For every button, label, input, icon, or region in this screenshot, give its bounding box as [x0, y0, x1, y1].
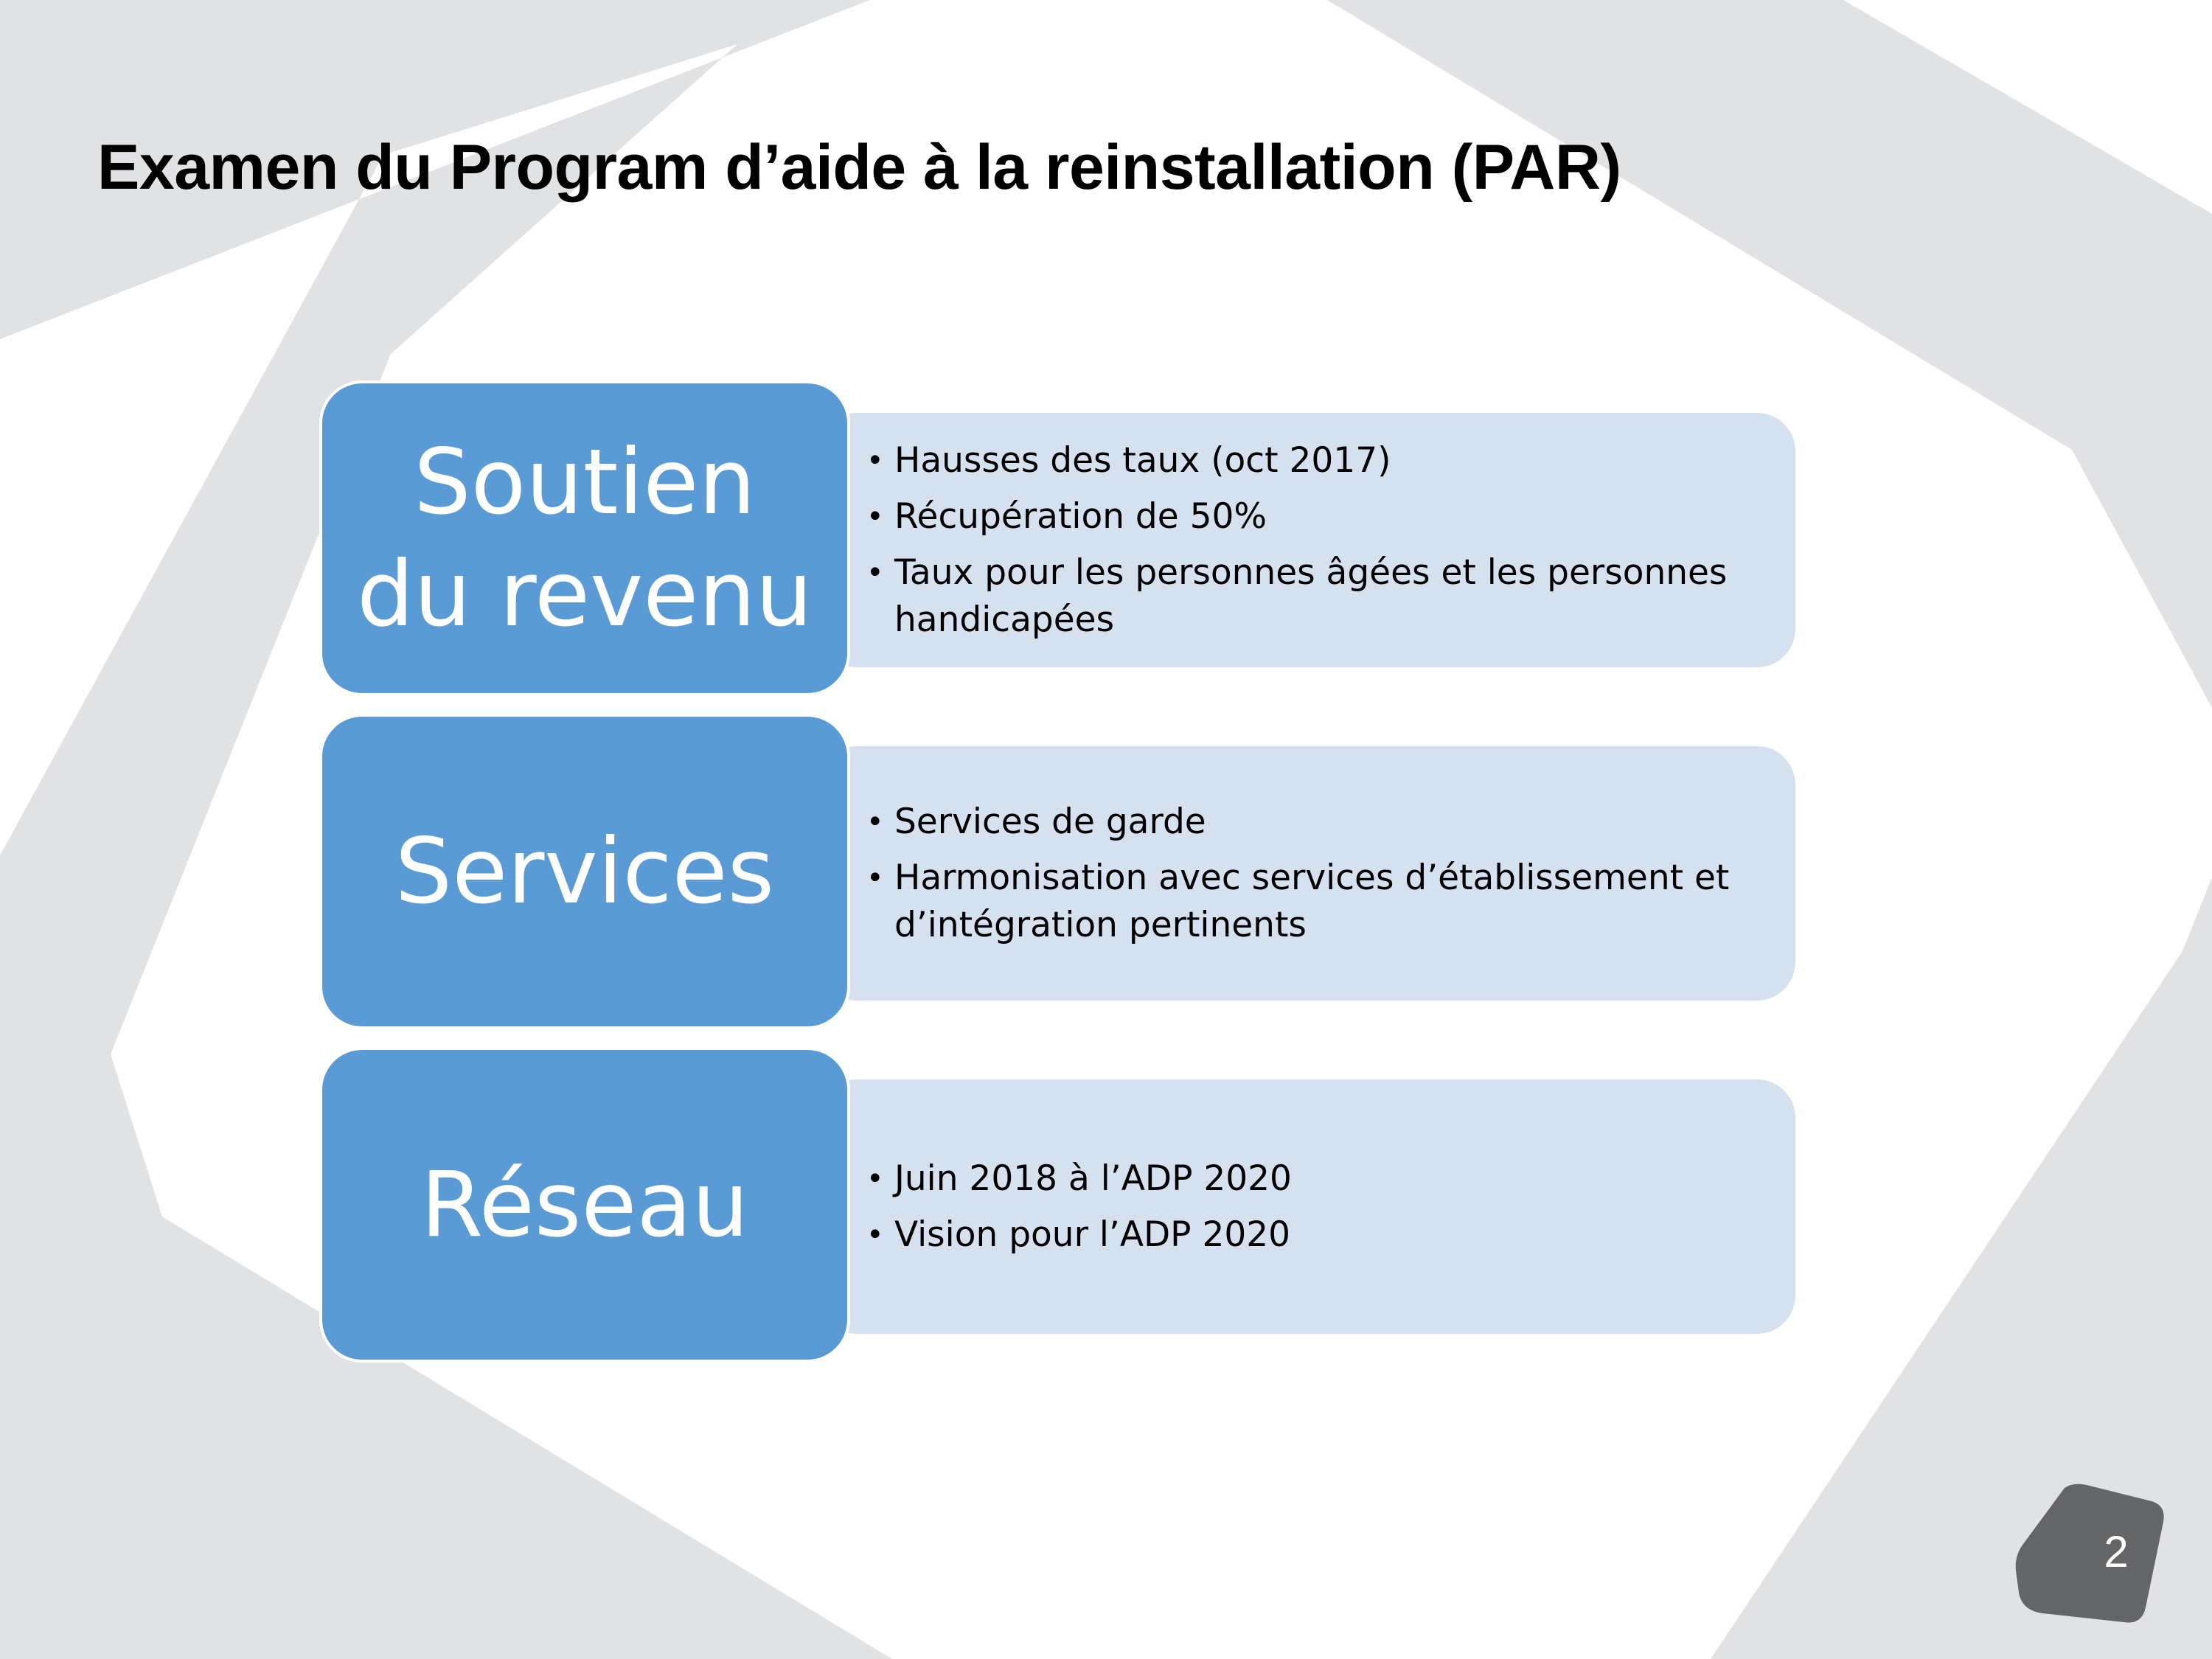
bullet-panel-income-support [818, 413, 1795, 667]
bullet-list [866, 799, 1795, 949]
bullet-item: • Récupération de 50% [866, 495, 1267, 537]
block-heading: Services [394, 819, 775, 924]
bullet-text: Juin 2018 à l’ADP 2020 [894, 1158, 1292, 1199]
bullet-list [866, 437, 1795, 644]
heading-block-network [319, 1047, 850, 1363]
bullet-text: Services de garde [894, 801, 1206, 842]
bullet-item: • Taux pour les personnes âgées et les personnes handicapées [866, 552, 1728, 640]
heading-block-services [319, 714, 850, 1029]
bullet-text: Récupération de 50% [894, 495, 1267, 537]
bullet-panel-services [818, 746, 1795, 1001]
bullet-item: • Services de garde [866, 801, 1206, 842]
bullet-item: • Harmonisation avec services d’établissement et d’intégration pertinents [866, 857, 1730, 945]
slide-title: Examen du Program d’aide à la reinstallation (PAR) [97, 132, 1621, 203]
bullet-text: Taux pour les personnes âgées et les personnes handicapées [894, 552, 1728, 640]
bullet-item: • Juin 2018 à l’ADP 2020 [866, 1158, 1292, 1199]
bullet-text: Hausses des taux (oct 2017) [894, 439, 1391, 481]
bullet-item: • Vision pour l’ADP 2020 [866, 1214, 1291, 1255]
bullet-item: • Hausses des taux (oct 2017) [866, 439, 1391, 481]
heading-block-income-support [319, 380, 850, 696]
block-heading: Soutien du revenu [357, 430, 813, 647]
bullet-panel-network [818, 1079, 1795, 1334]
block-heading: Réseau [420, 1152, 749, 1257]
page-number: 2 [2104, 1527, 2129, 1576]
bullet-list [866, 1155, 1795, 1259]
bullet-text: Vision pour l’ADP 2020 [894, 1214, 1291, 1255]
bullet-text: Harmonisation avec services d’établissement et d’intégration pertinents [894, 857, 1730, 945]
